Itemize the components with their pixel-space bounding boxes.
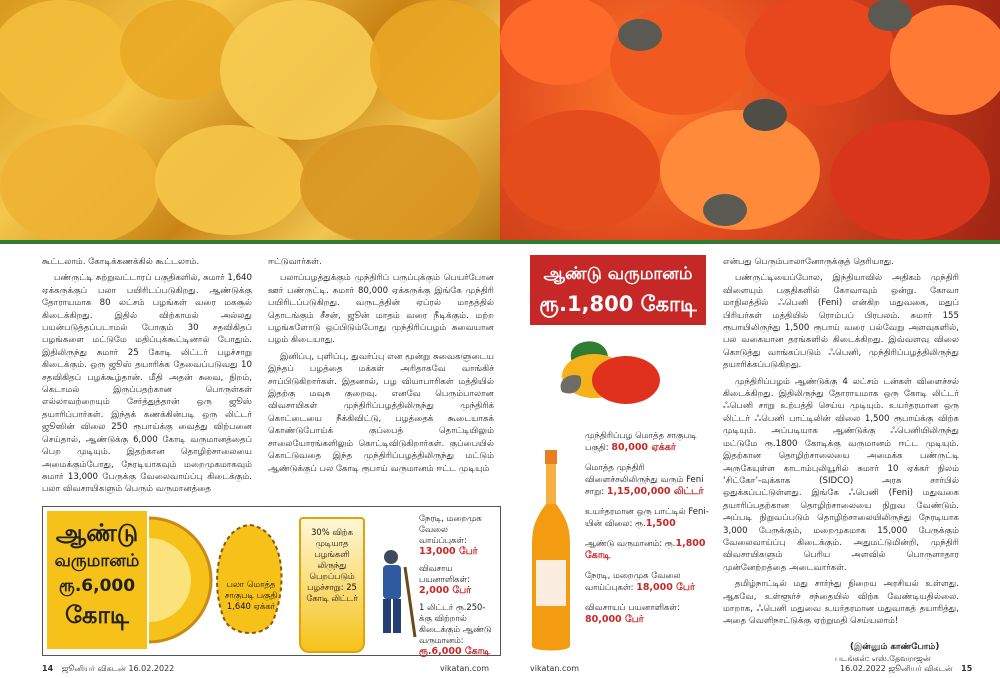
article-column-3: [723, 256, 959, 644]
farmers-label: விவசாய பயனாளிகள்:: [419, 563, 470, 584]
farmers-value: 2,000 பேர்: [419, 585, 472, 596]
headline-line: கோடி: [64, 601, 130, 629]
price-value: ரூ.6,000 கோடி: [419, 646, 491, 657]
paragraph: என்பது பெரும்பாலானோருக்குத் தெரியாது.: [723, 257, 894, 267]
stat-value: 80,000 பேர்: [585, 614, 644, 625]
magazine-name: ஜூனியர் விகடன் 16.02.2022: [61, 664, 175, 673]
series-signoff: (இன்னும் காண்போம்): [850, 642, 940, 652]
stat-item: [585, 602, 710, 626]
paragraph: கூட்டலாம். கோடிக்கணக்கில் கூட்டலாம்.: [42, 257, 200, 267]
stat-item: [585, 506, 710, 530]
stat-item: [585, 538, 710, 562]
stat-label: விவசாயப் பயனாளிகள்:: [585, 603, 680, 613]
cashew-apples-illustration: [500, 0, 1000, 240]
headline-line: ஆண்டு: [55, 519, 139, 547]
revenue-headline: [530, 255, 706, 325]
photo-credit: படங்கள்: எஸ்.தேவராஜன்: [835, 654, 931, 663]
stat-label: மொத்த முந்திரி விளைச்சலிலிருந்து வரும் Feni சாறு:: [585, 463, 704, 497]
area-text: பலா மொத்த சாகுபடி பகுதி 1,640 ஏக்கர்: [224, 579, 278, 611]
jackfruit-bulbs-illustration: [0, 0, 500, 240]
paragraph: பண்ருட்டியைப்போல, இந்தியாவில் அதிகம் முந்திரி விளையும் பகுதிகளில் கோவாவும் ஒன்று. கோவா மாநிலத்தில் ஃபெனி (Feni) என்கிற மதுவகை, மதுப் பிரியர்கள் மத்தியில் ரொம்பப் பிரபலம். சுமார் 155 ரூபாயிலிருந்து 1,500 ரூபாய் வரை பல்வேறு அளவுகளில், பல வகையான தரங்களில் கிடைக்கிறது. இவ்வளவு விலை கொடுத்து வாங்கப்படும் ஃபெனி, முந்திரிப்பழத்திலிருந்து தயாரிக்கப்படுகிறது.: [723, 273, 959, 371]
right-site: vikatan.com: [530, 664, 580, 673]
jobs-label: நேரடி, மறைமுக வேலை வாய்ப்புகள்:: [419, 513, 482, 545]
headline-line-1: ஆண்டு வருமானம்: [543, 264, 693, 284]
headline-line: வருமானம்: [54, 551, 140, 571]
headline-line: ரூ.6,000: [58, 576, 136, 596]
farmer-with-spade-icon: [365, 547, 421, 647]
article-column-2: [268, 256, 494, 502]
page-number: 14: [42, 664, 54, 673]
stat-value: 1,500: [645, 518, 676, 529]
article-column-1: [42, 256, 252, 502]
panel-stats: [419, 513, 497, 657]
left-site: vikatan.com: [440, 664, 490, 673]
cashew-fruit-icon: [550, 336, 670, 416]
paragraph: ஈட்டுவார்கள்.: [268, 257, 322, 267]
divider-bar: [0, 240, 1000, 244]
juice-glass: [299, 517, 365, 653]
stat-value: 18,000 பேர்: [636, 582, 695, 593]
jackfruit-photo: [0, 0, 500, 240]
stat-value: 80,000 ஏக்கர்: [611, 442, 676, 453]
stat-value: 1,800 கோடி: [585, 538, 706, 561]
paragraph: முந்திரிப்பழம் ஆண்டுக்கு 4 லட்சம் டன்கள் விளைச்சல் கிடைக்கிறது. இதிலிருந்து தோராயமாக ஒரு கோடி லிட்டர் ஃபெனி சாறு உற்பத்தி செய்ய முடியும். உயர்தரமான ஒரு லிட்டர் ஃபெனி பாட்டிலின் விலை 1,500 ரூபாய்க்கு விற்க முடியும். அப்படியாக ஆண்டுக்கு ஃபெனியிலிருந்து மட்டுமே ரூ.1800 கோடிக்கு வருமானம் ஈட்ட முடியும். இதற்கான தொழிற்சாலையை அமைக்க பண்ருட்டி அருகேயுள்ள காடாம்புலியூரில் சுமார் 10 ஏக்கர் நிலம் ‘சிட்கோ’-வுக்காக (SIDCO) அரசு சார்பில் ஒதுக்கப்பட்டுள்ளது. இங்கே ஃபெனி (Feni) மதுவகை தயாரிப்பதற்கான தொழிற்சாலையை நிறுவ வேண்டும். அப்படி நிறுவப்படும் தொழிற்சாலையிலிருந்து நேரடியாக 3,000 பேருக்கும், மறைமுகமாக 15,000 பேருக்கும் வேலைவாய்ப்பு கிடைக்கும். அதுமட்டுமின்றி, முந்திரி விவசாயிகளும் பெரிய அளவில் பொருளாதார முன்னேற்றத்தை அடைவார்கள்.: [723, 376, 959, 573]
price-text: 1 லிட்டர் ரூ.250-க்கு விற்றால் கிடைக்கும் ஆண்டு வருமானம்:: [419, 602, 492, 645]
glass-text: 30% விற்க முடியாத பழங்களி லிருந்து பெறப்படும் பழச்சாறு: 25 கோடி லிட்டர்: [306, 527, 358, 603]
paragraph: பண்ருட்டி சுற்றுவட்டாரப் பகுதிகளில், சுமார் 1,640 ஏக்கருக்குப் பலா பயிரிடப்படுகிறது. ஆண்டுக்கு தோராயமாக 80 லட்சம் பழங்கள் வரை மகசூல் கிடைக்கிறது. இதில் விற்காமல் அல்லது பயன்படுத்தப்படாமல் போகும் 30 சதவிகிதப் பழங்களை மட்டுமே மதிப்புக்கூட்டினால் போதும். இதிலிருந்து சுமார் 25 கோடி லிட்டர் பழச்சாறு கிடைக்கும். ஒரு ஜூஸ் தயாரிக்க தேவைப்படுவது 10 சதவிகிதப் பழக்கூழ்தான். மீதி அதன் சுவை, நிறம், கெடாமல் இருப்பதற்கான பொருள்கள் எல்லாவற்றையும் சேர்த்துத்தான் ஒரு ஜூஸ் தயாரிப்பார்கள். இந்தக் கணக்கின்படி ஒரு லிட்டர் ஜூஸின் விலை 250 ரூபாய்க்கு வைத்து விற்பனை செய்தால், ஆண்டுக்கு 6,000 கோடி வருமானத்தைப் பெற முடியும். இதற்கான தொழிற்சாலையை அமைக்கும்போது, நேரடியாகவும் மறைமுகமாகவும் சுமார் 13,000 பேருக்கு வேலைவாய்ப்பு கிடைக்கும். பலா விவசாயிகளும் பெரும் வருமானத்தை: [42, 273, 252, 495]
page-number: 15: [961, 664, 973, 673]
cultivation-area-callout: [209, 521, 291, 641]
stat-item: [585, 462, 710, 498]
revenue-headline-block: [47, 511, 147, 649]
right-footer: [840, 664, 972, 674]
paragraph: தமிழ்நாட்டில் மது சார்ந்து நிறைய அரசியல் உள்ளது. ஆகவே, உள்ளூர்ச் சந்தையில் விற்க வேண்டியதில்லை. மாறாக, ஃபெனி மதுவை உயர்தரமான மதுவாகத் தயாரித்து, அதை வெளிநாட்டுக்கு ஏற்றுமதி செய்யலாம்!: [723, 579, 959, 627]
stat-item: [585, 570, 710, 594]
stat-label: ஆண்டு வருமானம்: ரூ.: [585, 539, 676, 549]
stat-item: [585, 430, 710, 454]
cashew-apple-photo: [500, 0, 1000, 240]
headline-line-2: ரூ.1,800 கோடி: [539, 292, 697, 316]
paragraph: இனிப்பு, புளிப்பு, துவர்ப்பு என மூன்று சுவைகளுடைய இந்தப் பழத்தை மக்கள் அரிதாகவே வாங்கிச் சாப்பிடுகிறார்கள். இதனால், பழ வியாபாரிகள் மத்தியில் இதற்கு மவுசு குறைவு. எனவே பெரும்பாலான விவசாயிகள் முந்திரிப்பழத்திலிருந்து முந்திரிக் கொட்டையை நீக்கிவிட்டு, பழத்தைக் கூடையாகக் கொண்டுபோய்க் குப்பைத் தொட்டியிலும் சாலையோரங்களிலும் கொட்டிவிடுகிறார்கள். குப்பையில் கொட்டுவதை இந்த முந்திரிப்பழத்திலிருந்து மட்டும் ஆண்டுக்குப் பல கோடி ரூபாய் வருமானம் ஈட்ட முடியும்: [268, 351, 494, 474]
stat-label: முந்திரிப்பழ மொத்த சாகுபடி பகுதி:: [585, 431, 697, 453]
jobs-value: 13,000 பேர்: [419, 546, 478, 557]
stat-label: உயர்தரமான ஒரு பாட்டில் Feni-யின் விலை: ரூ.: [585, 507, 709, 529]
left-footer: [42, 664, 174, 674]
magazine-name: 16.02.2022 ஜூனியர் விகடன்: [840, 664, 953, 673]
paragraph: பலாப்பழத்துக்கும் முந்திரிப் பருப்புக்கும் பெயர்போன ஊர் பண்ருட்டி. சுமார் 80,000 ஏக்கருக்கு இங்கே முந்திரி பயிரிடப்படுகிறது. வருடத்தின் ஏப்ரல் மாதத்தில் தொடங்கும் சீசன், ஜூன் மாதம் வரை நீடிக்கும். மற்ற பழங்களோடு ஒப்பிடும்போது முந்திரிப்பழம் சுவையான பழம் கிடையாது.: [268, 273, 494, 346]
feni-bottle-icon: [528, 450, 574, 656]
feni-stats: [585, 430, 710, 626]
stat-label: நேரடி, மறைமுக வேலை வாய்ப்புகள்:: [585, 571, 681, 593]
stat-value: 1,15,00,000 லிட்டர்: [606, 486, 704, 497]
jackfruit-infographic: [42, 506, 501, 656]
